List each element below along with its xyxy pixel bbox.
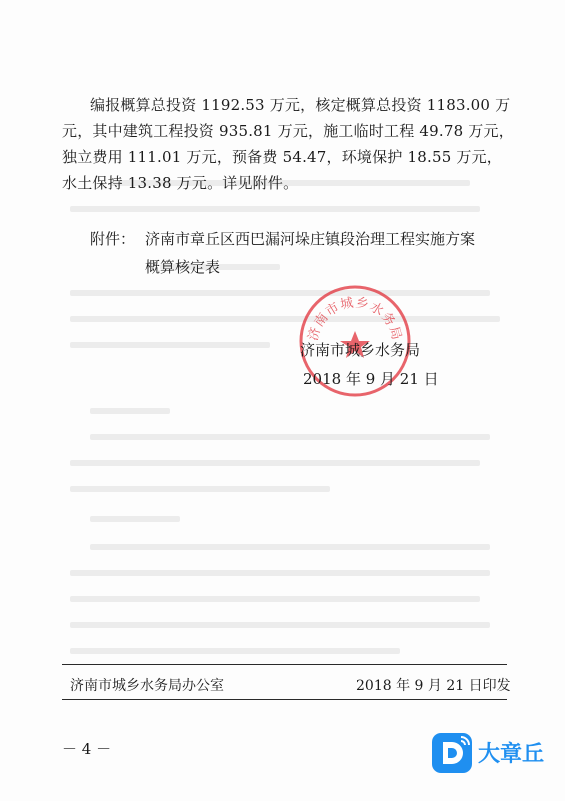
- signing-date: 2018 年 9 月 21 日: [303, 370, 439, 388]
- seal-text: 济南市城乡水务局: [305, 295, 405, 343]
- signing-organization: 济南市城乡水务局: [300, 341, 421, 359]
- attachment-title: 济南市章丘区西巴漏河垛庄镇段治理工程实施方案: [145, 230, 476, 248]
- footer-top-rule: [62, 664, 507, 665]
- watermark-text: 大章丘: [478, 742, 545, 767]
- body-line: 水土保持 13.38 万元。详见附件。: [62, 174, 299, 192]
- body-line: 编报概算总投资 1192.53 万元，核定概算总投资 1183.00 万: [90, 96, 511, 114]
- attachment-title-cont: 概算核定表: [145, 258, 221, 276]
- body-paragraph: [62, 92, 514, 196]
- footer-print-date: 2018 年 9 月 21 日印发: [356, 678, 511, 694]
- d-logo-icon: [432, 733, 472, 773]
- body-line: 元，其中建筑工程投资 935.81 万元，施工临时工程 49.78 万元，: [62, 122, 514, 140]
- page-number: － 4 －: [62, 740, 112, 758]
- footer-bottom-rule: [62, 699, 507, 700]
- body-line: 独立费用 111.01 万元，预备费 54.47，环境保护 18.55 万元，: [62, 148, 503, 166]
- attachment-label: 附件：: [90, 230, 136, 248]
- footer-issuer: 济南市城乡水务局办公室: [70, 678, 224, 694]
- watermark: [432, 729, 552, 775]
